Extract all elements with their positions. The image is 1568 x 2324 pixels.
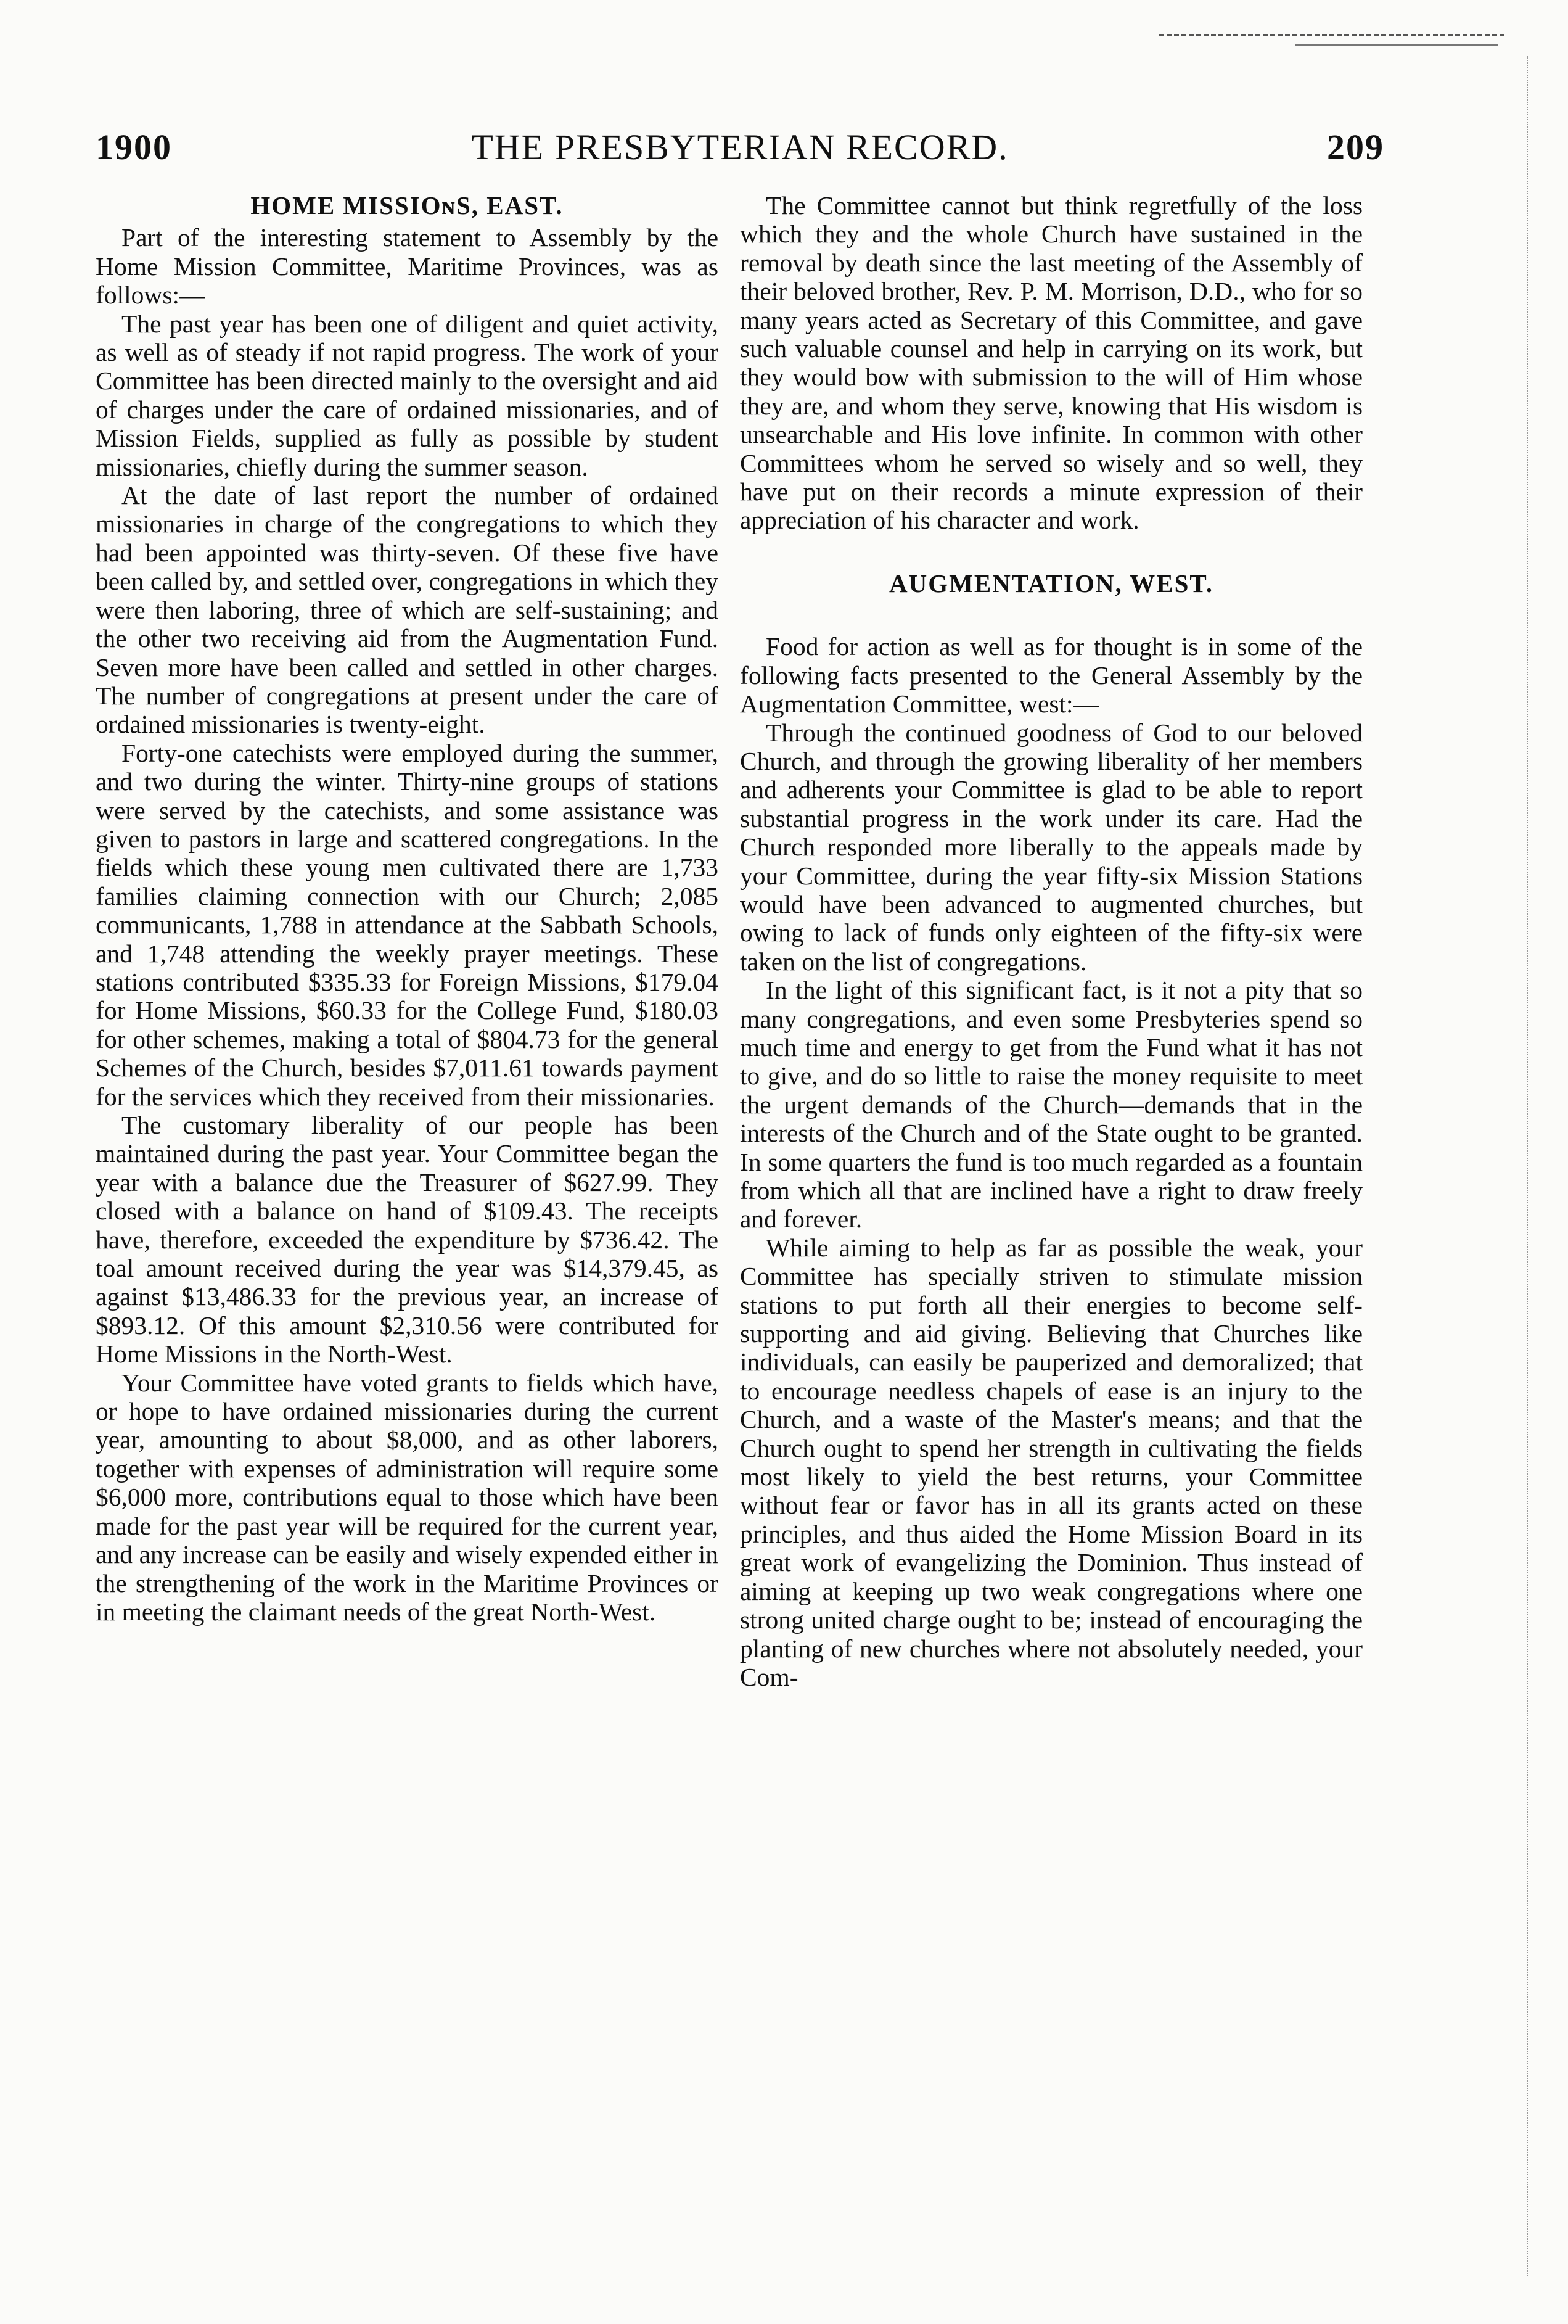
paragraph: The past year has been one of diligent and quiet activity, as well as of steady if not rapid progress. The work of your Committee has been directed mainly to the oversight and aid of charges under the care of ordained missionaries, and of Mission Fields, supplied as fully as possible by student missionaries, chiefly during the summer season. <box>96 309 718 481</box>
section-heading-home-missions: HOME MISSIOɴS, EAST. <box>250 191 564 220</box>
journal-title: THE PRESBYTERIAN RECORD. <box>471 127 1009 167</box>
paragraph: The customary liberality of our people has been maintained during the past year. Your Committee began the year with a balance due the Treasurer of $627.99. They closed with a balance on hand of $109.43. The receipts have, therefore, exceeded the expenditure by $736.42. The toal amount received during the year was $14,379.45, as against $13,486.33 for the previous year, an increase of $893.12. Of this amount $2,310.56 were contributed for Home Missions in the North-West. <box>96 1111 718 1369</box>
top-edge-rule <box>1159 34 1504 39</box>
paragraph: While aiming to help as far as possible the weak, your Committee has specially striven to stimulate mission stations to put forth all their energies to become self-supporting and aid giving. Believing that Churches like individuals, can easily be pauperized and demoralized; that to encourage needless chapels of ease is an injury to the Church, and a waste of the Master's means; and that the Church ought to spend her strength in cultivating the fields most likely to yield the best returns, your Committee without fear or favor has in all its grants acted on these principles, and thus aided the Home Mission Board in its great work of evangelizing the Dominion. Thus instead of aiming at keeping up two weak congregations where one strong united charge ought to be; instead of encouraging the planting of new churches where not absolutely needed, your Com- <box>740 1233 1363 1691</box>
right-column <box>740 191 1363 1691</box>
paragraph: The Committee cannot but think regretfully of the loss which they and the whole Church have sustained in the removal by death since the last meeting of the Assembly of their beloved brother, Rev. P. M. Morrison, D.D., who for so many years acted as Secretary of this Committee, and gave such valuable counsel and help in carrying on its work, but they would bow with submission to the will of Him whose they are, and whom they serve, knowing that His wisdom is unsearchable and His love infinite. In common with other Committees whom he served so wisely and so well, they have put on their records a minute expression of their appreciation of his character and work. <box>740 191 1363 535</box>
page-number: 209 <box>1327 127 1384 167</box>
running-head <box>96 126 1384 176</box>
paragraph: Forty-one catechists were employed during the summer, and two during the winter. Thirty-nine groups of stations were served by the catechists, and some assistance was given to pastors in large and scattered congregations. In the fields which these young men cultivated there are 1,733 families claiming connection with our Church; 2,085 communicants, 1,788 in attendance at the Sabbath Schools, and 1,748 attending the weekly prayer meetings. These stations contributed $335.33 for Foreign Missions, $179.04 for Home Missions, $60.33 for the College Fund, $180.03 for other schemes, making a total of $804.73 for the general Schemes of the Church, besides $7,011.61 towards payment for the services which they received from their missionaries. <box>96 738 718 1111</box>
paragraph: Through the continued goodness of God to our beloved Church, and through the growing liberality of her members and adherents your Committee is glad to be able to report substantial progress in the work under its care. Had the Church responded more liberally to the appeals made by your Committee, during the year fifty-six Mission Stations would have been advanced to augmented churches, but owing to lack of funds only eighteen of the fifty-six were taken on the list of congregations. <box>740 718 1363 976</box>
top-edge-rule-secondary <box>1295 44 1498 48</box>
paragraph: In the light of this significant fact, is it not a pity that so many congregations, and even some Presbyteries spend so much time and energy to get from the Fund what it has not to give, and do so little to raise the money requisite to meet the urgent demands of the Church—demands that in the interests of the Church and of the State ought to be granted. In some quarters the fund is too much regarded as a fountain from which all that are inclined have a right to draw freely and forever. <box>740 976 1363 1234</box>
paragraph: Your Committee have voted grants to fields which have, or hope to have ordained missionaries during the current year, amounting to about $8,000, and as other laborers, together with expenses of administration will require some $6,000 more, contributions equal to those which have been made for the past year will be required for the current year, and any increase can be easily and wisely expended either in the strengthening of the work in the Maritime Provinces or in meeting the claimant needs of the great North-West. <box>96 1368 718 1626</box>
paragraph: At the date of last report the number of ordained missionaries in charge of the congregations to which they had been appointed was thirty-seven. Of these five have been called by, and settled over, congregations in which they were then laboring, three of which are self-sustaining; and the other two receiving aid from the Augmentation Fund. Seven more have been called and settled in other charges. The number of congregations at present under the care of ordained missionaries is twenty-eight. <box>96 481 718 739</box>
header-year: 1900 <box>96 127 172 167</box>
paragraph: Part of the interesting statement to Assembly by the Home Mission Committee, Maritime Provinces, was as follows:— <box>96 223 718 310</box>
left-column <box>96 191 718 1626</box>
section-heading-augmentation: AUGMENTATION, WEST. <box>889 569 1213 598</box>
scan-margin-edge <box>1527 56 1553 2276</box>
paragraph: Food for action as well as for thought is in some of the following facts presented to the General Assembly by the Augmentation Committee, west:— <box>740 632 1363 719</box>
